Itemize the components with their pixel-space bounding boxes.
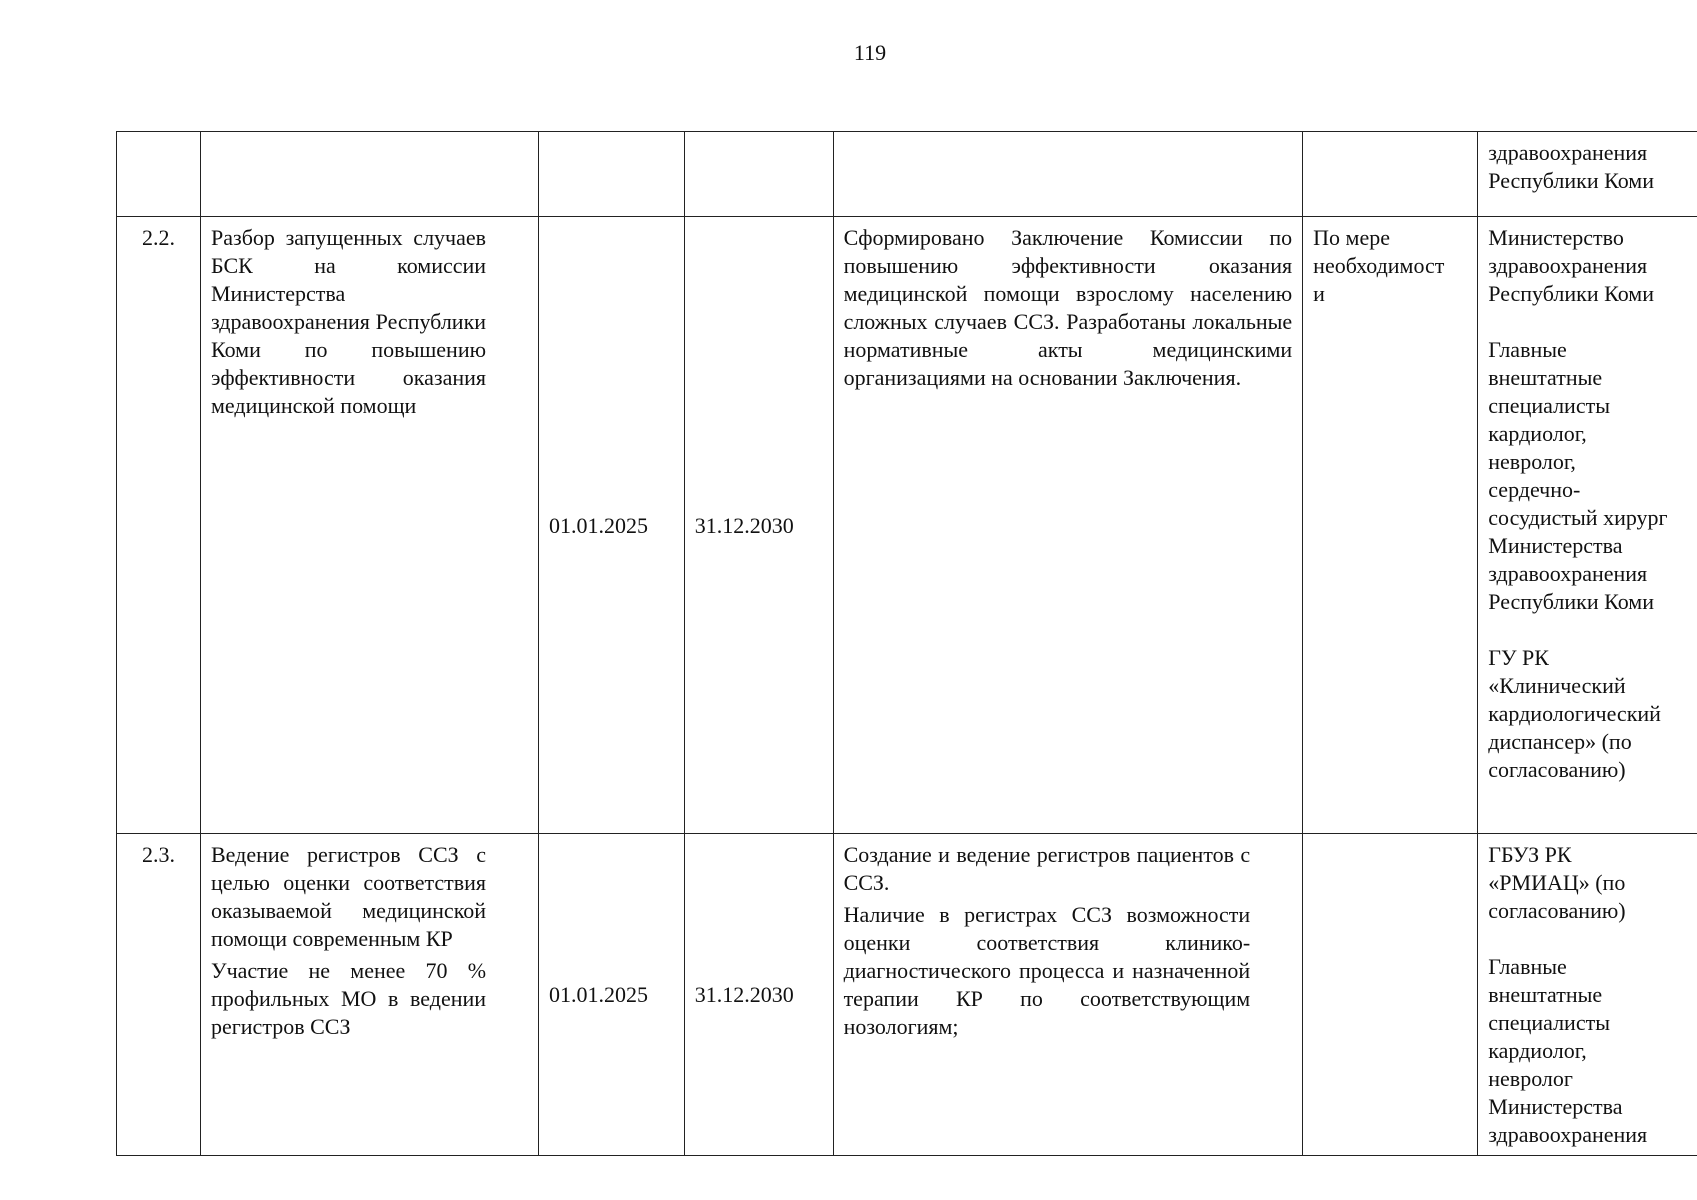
result-cell — [833, 132, 1303, 217]
activity-text: Участие не менее 70 % профильных МО в ведении регистров ССЗ — [211, 958, 487, 1039]
activity-text: Ведение регистров ССЗ с целью оценки соответствия оказываемой медицинской помощи современным КР — [211, 842, 487, 951]
page-number: 119 — [853, 40, 887, 65]
responsible-cell: ГБУЗ РК «РМИАЦ» (по согласованию) Главные внештатные специалисты кардиолог, невролог Министерства здравоохранения — [1478, 834, 1697, 1156]
end-date — [684, 132, 833, 217]
result-cell — [833, 217, 1303, 834]
start-date: 01.01.2025 — [539, 834, 685, 1156]
activity-cell — [201, 132, 539, 217]
result-text: Сформировано Заключение Комиссии по повышению эффективности оказания медицинской помощи взрослому населению сложных случаев ССЗ. Разработаны локальные нормативные акты медицинскими организациями на основании Заключения. — [843, 225, 1293, 390]
activity-text: Разбор запущенных случаев БСК на комиссии Министерства здравоохранения Республики Коми по повышению эффективности оказания медицинской помощи — [211, 225, 487, 418]
result-text: Наличие в регистрах ССЗ возможности оценки соответствия клинико-диагностического процесса и назначенной терапии КР по соответствующим нозологиям; — [843, 902, 1251, 1039]
activity-table — [116, 131, 1697, 1156]
activity-cell — [201, 217, 539, 834]
frequency-cell: По мере необходимост и — [1303, 217, 1478, 834]
end-date: 31.12.2030 — [684, 834, 833, 1156]
end-date: 31.12.2030 — [684, 217, 833, 834]
table-row — [117, 834, 1697, 1156]
result-text: Создание и ведение регистров пациентов с ССЗ. — [843, 842, 1251, 895]
row-number: 2.2. — [117, 217, 201, 834]
start-date: 01.01.2025 — [539, 217, 685, 834]
result-cell — [833, 834, 1303, 1156]
activity-cell — [201, 834, 539, 1156]
row-number: 2.3. — [117, 834, 201, 1156]
table-row — [117, 132, 1697, 217]
table-row — [117, 217, 1697, 834]
row-number — [117, 132, 201, 217]
frequency-cell — [1303, 132, 1478, 217]
start-date — [539, 132, 685, 217]
responsible-cell: здравоохранения Республики Коми — [1478, 132, 1697, 217]
responsible-cell: Министерство здравоохранения Республики Коми Главные внештатные специалисты кардиолог, невролог, сердечно- сосудистый хирург Министерства здравоохранения Республики Коми ГУ РК «Клинический кардиологический диспансер» (по согласованию) — [1478, 217, 1697, 834]
frequency-cell — [1303, 834, 1478, 1156]
